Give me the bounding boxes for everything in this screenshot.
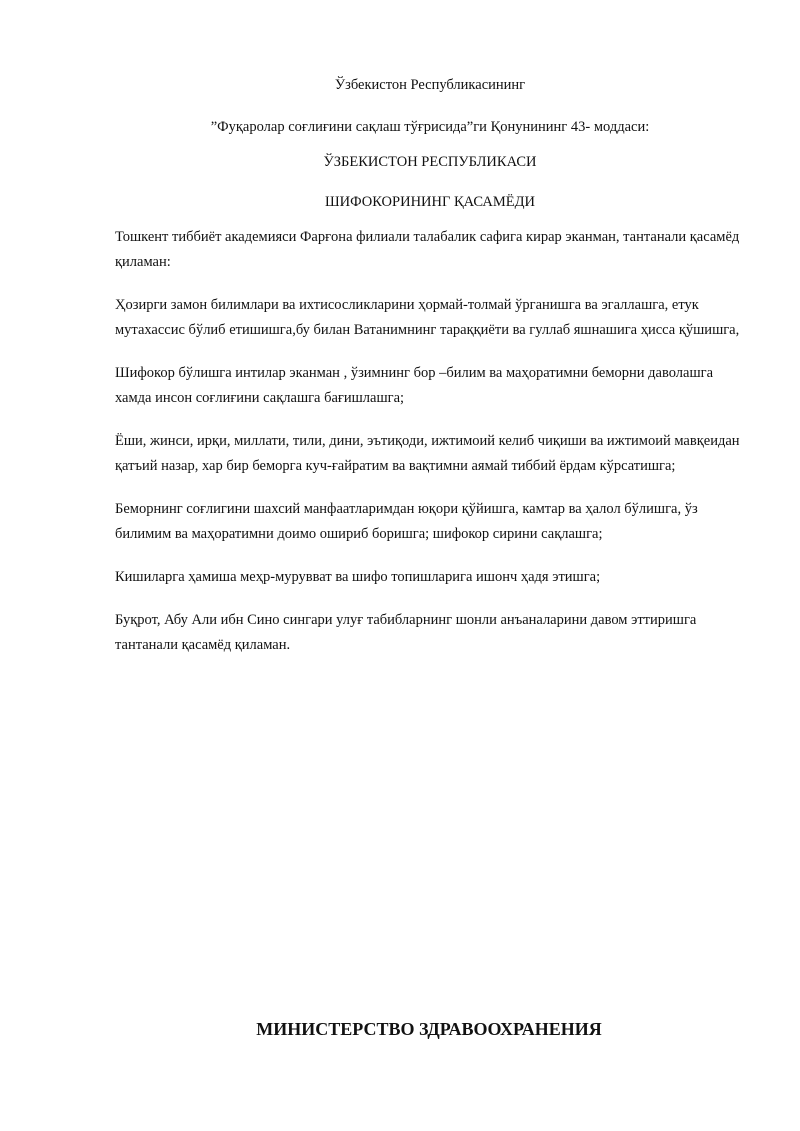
header-republic-line: Ўзбекистон Республикасининг: [334, 77, 526, 93]
header-country-title: ЎЗБЕКИСТОН РЕСПУБЛИКАСИ: [323, 154, 537, 170]
oath-paragraph-study: Ҳозирги замон билимлари ва ихтисосликларини ҳормай-толмай ўрганишга ва эгаллашга, етук мутахассис бўлиб етишишга,бу билан Ватанимнинг тараққиёти ва гуллаб яшнашига ҳисса қўшишга,: [115, 297, 740, 338]
header-law-article-line: ”Фуқаролар соғлиғини сақлаш тўғрисида”ги Қонунининг 43- моддаси:: [210, 119, 650, 135]
footer-ministry-title: МИНИСТЕРСТВО ЗДРАВООХРАНЕНИЯ: [256, 1019, 602, 1039]
oath-paragraph-compassion: Кишиларга ҳамиша меҳр-мурувват ва шифо топишларига ишонч ҳадя этишга;: [115, 569, 601, 585]
header-oath-title: ШИФОКОРИНИНГ ҚАСАМЁДИ: [325, 194, 535, 210]
oath-paragraph-tradition: Буқрот, Абу Али ибн Сино сингари улуғ табибларнинг шонли анъаналарини давом эттиришга тантанали қасамёд қиламан.: [115, 612, 697, 653]
oath-body: [115, 225, 745, 676]
oath-paragraph-intro: Тошкент тиббиёт академияси Фарғона филиали талабалик сафига кирар эканман, тантанали қасамёд қиламан:: [115, 229, 740, 270]
oath-paragraph-integrity: Беморнинг соғлигини шахсий манфаатларимдан юқори қўйишга, камтар ва ҳалол бўлишга, ўз билимим ва маҳоратимни доимо ошириб боришга; шифокор сирини сақлашга;: [115, 501, 698, 542]
oath-paragraph-dedication: Шифокор бўлишга интилар эканман , ўзимнинг бор –билим ва маҳоратимни беморни даволашга хамда инсон соғлиғини сақлашга бағишлашга;: [115, 365, 714, 406]
oath-paragraph-equality: Ёши, жинси, ирқи, миллати, тили, дини, эътиқоди, ижтимоий келиб чиқиши ва ижтимоий мавқеидан қатъий назар, хар бир беморга куч-ғайратим ва вақтимни аямай тиббий ёрдам кўрсатишга;: [115, 433, 740, 474]
